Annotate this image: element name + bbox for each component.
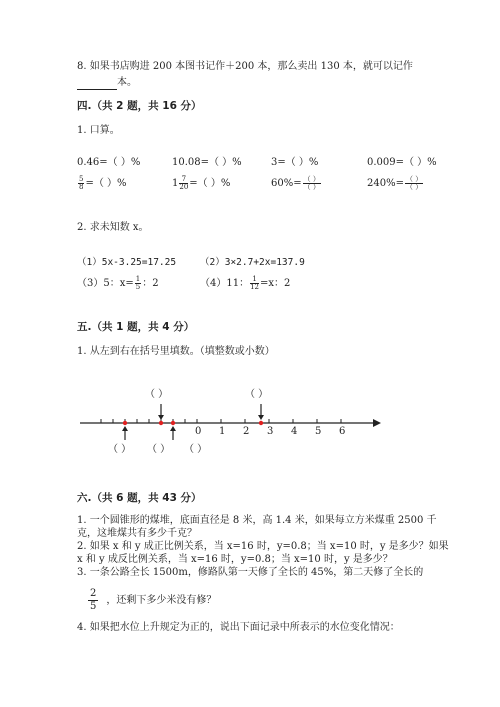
calc-6: 1 $\frac{7}{20}$ =（ ）% bbox=[172, 175, 231, 191]
q8-line1: 8. 如果书店购进 200 本图书记作＋200 本，那么卖出 130 本，就可以记作 bbox=[77, 61, 413, 72]
equation-3: （3）5：x= $\frac{1}{5}$ ：2 bbox=[77, 275, 159, 291]
calc-3: 3=（ ）% bbox=[271, 157, 319, 168]
sec6-q3-line2: $\frac{2}{5}$ ，还剩下多少米没有修？ bbox=[90, 588, 217, 612]
equation-1: （1）5x-3.25=17.25 bbox=[77, 257, 177, 268]
sec6-q3-line1: 3. 一条公路全长 1500m，修路队第一天修了全长的 45%，第二天修了全长的 bbox=[77, 567, 424, 578]
calc-8: 240%= $\frac{( )}{( )}$ bbox=[367, 175, 423, 191]
point-marker bbox=[259, 421, 263, 425]
sec6-q4: 4. 如果把水位上升规定为正的，说出下面记录中所表示的水位变化情况： bbox=[77, 622, 400, 633]
fraction: $\frac{2}{5}$ bbox=[90, 588, 97, 612]
up-arrow-icon bbox=[122, 426, 176, 440]
q8-suffix: 本。 bbox=[117, 77, 137, 88]
section-6-title: 六.（共 6 题，共 43 分） bbox=[77, 492, 202, 504]
fraction: $\frac{( )}{( )}$ bbox=[303, 175, 320, 191]
fraction: $\frac{5}{8}$ bbox=[79, 175, 84, 191]
calc-1: 0.46=（ ）% bbox=[77, 157, 141, 168]
fraction: $\frac{7}{20}$ bbox=[179, 175, 189, 191]
sec6-q2-line1: 2. 如果 x 和 y 成正比例关系，当 x=16 时，y=0.8；当 x=10 时，y 是多少？如果 bbox=[77, 541, 449, 552]
point-marker bbox=[123, 421, 127, 425]
equation-4: （4）11： $\frac{1}{12}$ =x：2 bbox=[200, 275, 291, 291]
fraction: $\frac{1}{5}$ bbox=[135, 275, 141, 291]
sec6-q2-line2: x 和 y 成反比例关系，当 x=16 时，y=0.8；当 x=10 时，y 是多少？ bbox=[77, 554, 393, 565]
sec4-q1: 1. 口算。 bbox=[77, 125, 120, 136]
tick-label-2: 2 bbox=[243, 426, 250, 437]
calc-5: $\frac{5}{8}$ =（ ）% bbox=[79, 175, 127, 191]
calc-2: 10.08=（ ）% bbox=[172, 157, 242, 168]
answer-blank[interactable] bbox=[77, 89, 117, 90]
sec4-q2: 2. 求未知数 x。 bbox=[77, 222, 149, 233]
equation-2: （2）3×2.7+2x=137.9 bbox=[200, 257, 305, 268]
calc-7: 60%= $\frac{( )}{( )}$ bbox=[271, 175, 320, 191]
point-marker bbox=[159, 421, 163, 425]
tick-label-1: 1 bbox=[219, 426, 226, 437]
tick-label-3: 3 bbox=[267, 426, 274, 437]
sec5-q1: 1. 从左到右在括号里填数。（填整数或小数） bbox=[77, 346, 275, 357]
answer-bracket-top-1[interactable]: （ ） bbox=[145, 389, 169, 400]
fraction: $\frac{( )}{( )}$ bbox=[405, 175, 423, 191]
calc-4: 0.009=（ ）% bbox=[367, 157, 437, 168]
arrow-head-icon bbox=[373, 419, 381, 427]
tick-label-0: 0 bbox=[195, 426, 202, 437]
answer-bracket-bottom-2[interactable]: （ ） bbox=[147, 444, 171, 455]
tick-label-6: 6 bbox=[339, 426, 346, 437]
section-4-title: 四.（共 2 题，共 16 分） bbox=[77, 100, 202, 112]
answer-bracket-bottom-1[interactable]: （ ） bbox=[108, 444, 132, 455]
sec6-q1-line1: 1. 一个圆锥形的煤堆，底面直径是 8 米，高 1.4 米，如果每立方米煤重 2500 千 bbox=[77, 515, 437, 526]
point-marker bbox=[171, 421, 175, 425]
tick-label-5: 5 bbox=[315, 426, 322, 437]
section-5-title: 五.（共 1 题，共 4 分） bbox=[77, 321, 195, 333]
answer-bracket-bottom-3[interactable]: （ ） bbox=[184, 444, 208, 455]
down-arrow-icon bbox=[158, 404, 264, 420]
sec6-q1-line2: 克，这堆煤共有多少千克？ bbox=[77, 528, 197, 539]
q8-line2 bbox=[77, 77, 137, 90]
fraction: $\frac{1}{12}$ bbox=[250, 275, 260, 291]
answer-bracket-top-2[interactable]: （ ） bbox=[245, 389, 269, 400]
tick-label-4: 4 bbox=[291, 426, 298, 437]
